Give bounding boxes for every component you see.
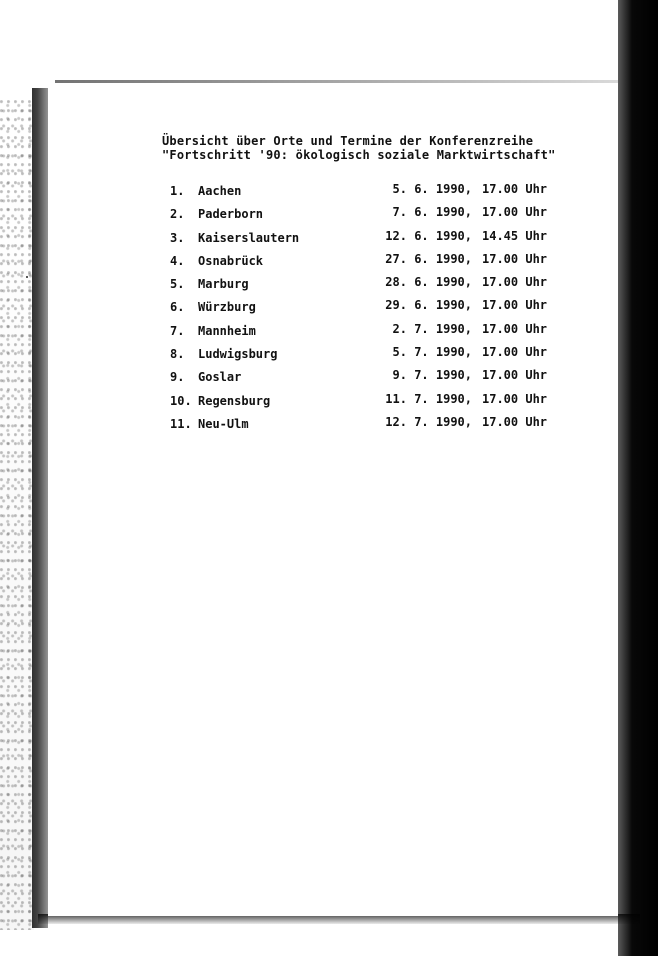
top-page-shadow [55,80,618,83]
row-time: 17.00 Uhr [482,275,548,290]
row-date: 27. 6. 1990, [385,251,472,266]
row-place: Marburg [198,277,249,292]
table-row [170,345,560,368]
row-date: 12. 6. 1990, [385,228,472,243]
row-date: 12. 7. 1990, [385,414,472,429]
right-page-edge [618,0,658,956]
document-title-line-1: Übersicht über Orte und Termine der Konferenzreihe [162,134,534,148]
row-place: Paderborn [198,207,264,222]
table-row [170,205,560,228]
row-place: Mannheim [198,323,256,338]
table-row [170,275,560,298]
table-row [170,298,560,321]
row-date: 2. 7. 1990, [392,321,472,336]
row-time: 17.00 Uhr [482,182,548,196]
row-place: Regensburg [198,393,271,408]
left-page-edge [32,88,48,928]
row-time: 17.00 Uhr [482,368,548,383]
row-date: 5. 6. 1990, [392,182,472,196]
row-number: 6. [170,300,185,315]
scan-speck [26,276,28,278]
table-row [170,415,560,438]
row-number: 7. [170,323,185,338]
left-scan-noise [0,100,34,930]
row-time: 17.00 Uhr [482,205,548,220]
row-number: 5. [170,277,185,292]
row-date: 29. 6. 1990, [385,298,472,313]
row-time: 17.00 Uhr [482,345,548,360]
row-date: 7. 6. 1990, [392,205,472,220]
row-place: Goslar [198,370,242,385]
document-title-line-2: "Fortschritt '90: ökologisch soziale Marktwirtschaft" [162,148,556,162]
table-row [170,392,560,415]
table-row [170,322,560,345]
table-row [170,252,560,275]
row-time: 14.45 Uhr [482,228,548,243]
row-place: Kaiserslautern [198,230,300,245]
row-date: 11. 7. 1990, [385,391,472,406]
table-row [170,368,560,391]
row-number: 3. [170,230,185,245]
row-number: 2. [170,207,185,222]
row-place: Aachen [198,184,242,198]
row-number: 11. [170,416,192,431]
row-time: 17.00 Uhr [482,321,548,336]
row-number: 8. [170,347,185,362]
conference-schedule-table [170,182,560,438]
row-time: 17.00 Uhr [482,414,548,429]
row-time: 17.00 Uhr [482,298,548,313]
row-number: 10. [170,393,192,408]
row-date: 5. 7. 1990, [392,345,472,360]
row-place: Ludwigsburg [198,347,278,362]
row-number: 1. [170,184,185,198]
table-row [170,182,560,205]
row-date: 9. 7. 1990, [392,368,472,383]
row-place: Würzburg [198,300,256,315]
table-row [170,229,560,252]
row-time: 17.00 Uhr [482,251,548,266]
row-place: Neu-Ulm [198,416,249,431]
row-time: 17.00 Uhr [482,391,548,406]
row-number: 4. [170,253,185,268]
row-date: 28. 6. 1990, [385,275,472,290]
row-place: Osnabrück [198,253,264,268]
document-title [162,134,556,162]
row-number: 9. [170,370,185,385]
